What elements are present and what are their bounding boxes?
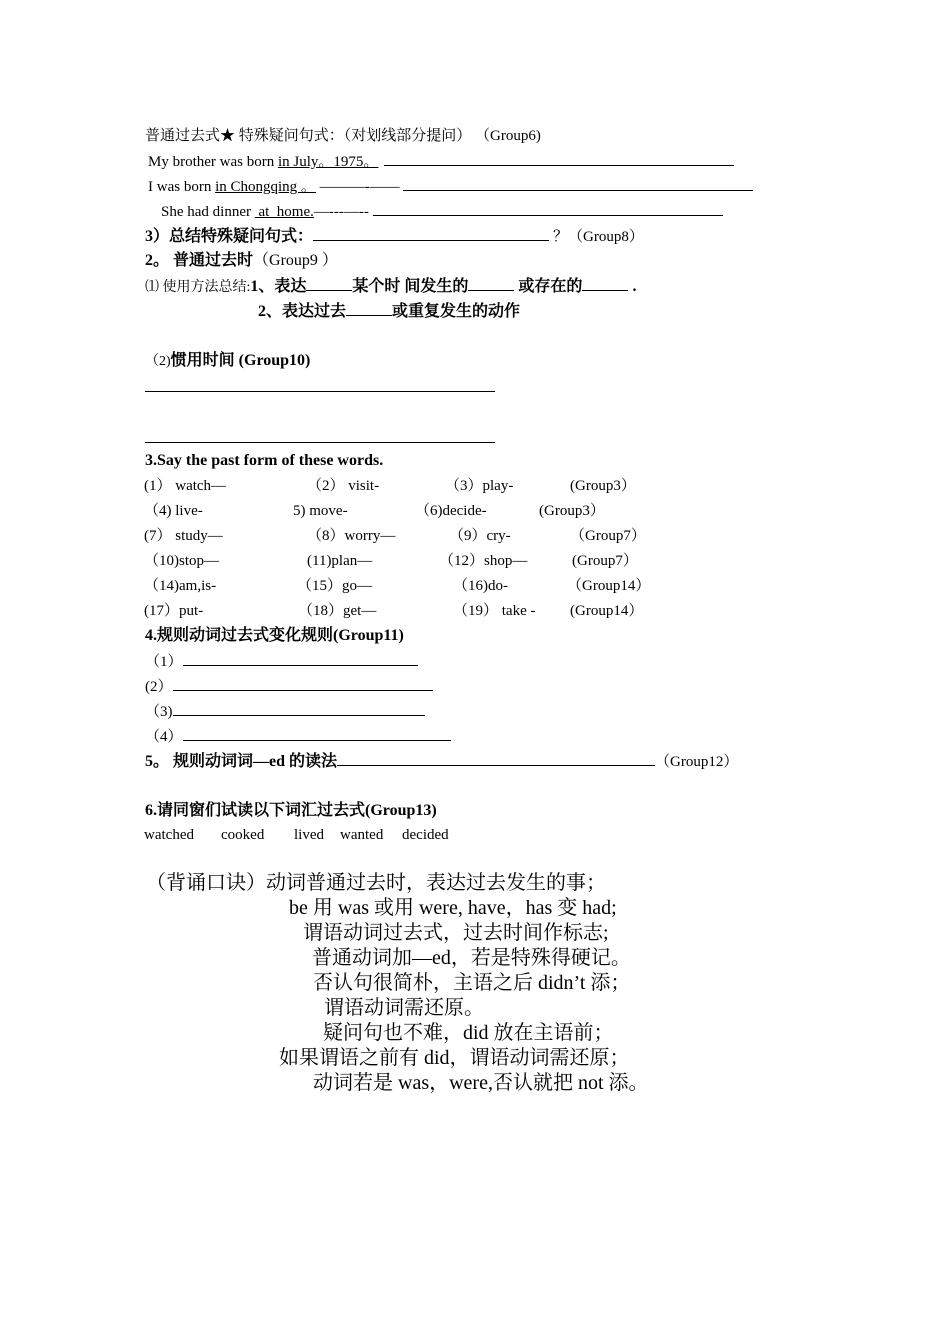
answer-blank[interactable] xyxy=(373,201,723,216)
section-5-line: 5。 规则动词词—ed 的读法 （Group12） xyxy=(145,753,739,770)
word-list-item: lived xyxy=(294,827,324,843)
sentence-line-2: I was born in Chongqing 。 ———-—— xyxy=(148,176,753,197)
section-heading-question-form: 普通过去式★ 特殊疑问句式：（对划线部分提问） （Group6) xyxy=(145,128,541,144)
word-list-item: wanted xyxy=(340,827,384,843)
group-label: (Group14） xyxy=(570,603,644,619)
word-item: （18）get— xyxy=(298,603,377,619)
word-item: （19） take - xyxy=(453,603,536,619)
rhyme-line: （背诵口诀）动词普通过去时，表达过去发生的事； xyxy=(146,872,606,894)
answer-blank[interactable] xyxy=(183,726,451,741)
word-item: （3）play- xyxy=(445,478,514,494)
answer-blank[interactable] xyxy=(337,751,655,766)
section-6-title: 6.请同窗们试读以下词汇过去式(Group13) xyxy=(145,802,437,819)
answer-blank[interactable] xyxy=(468,276,514,291)
answer-blank[interactable] xyxy=(306,276,352,291)
answer-blank[interactable] xyxy=(346,301,392,316)
word-item: （9）cry- xyxy=(449,528,511,544)
rhyme-line: 谓语动词过去式，过去时间作标志; xyxy=(303,922,609,944)
usage-line-2: 2、表达过去 或重复发生的动作 xyxy=(258,303,521,320)
word-item: (17）put- xyxy=(144,603,204,619)
sentence-text: She had dinner xyxy=(161,204,255,220)
word-item: （10)stop— xyxy=(144,553,220,569)
rhyme-line: 谓语动词需还原。 xyxy=(324,997,484,1019)
word-item: (7） study— xyxy=(144,528,223,544)
group-label: （Group7） xyxy=(570,528,646,544)
answer-blank[interactable] xyxy=(384,151,734,166)
sentence-line-1 xyxy=(148,151,734,172)
word-item: （2） visit- xyxy=(307,478,380,494)
word-list-item: decided xyxy=(402,827,449,843)
summary-question-form: 3）总结特殊疑问句式： ？（Group8） xyxy=(145,228,644,245)
answer-line[interactable] xyxy=(145,442,495,443)
word-item: (1） watch— xyxy=(144,478,227,494)
underlined-phrase: at home. xyxy=(254,204,314,220)
rule-item-1: （1） xyxy=(145,651,418,672)
group-label: （Group14） xyxy=(567,578,651,594)
word-item: (11)plan— xyxy=(307,553,373,569)
rhyme-line: 普通动词加—ed，若是特殊得硬记。 xyxy=(312,947,631,969)
word-item: （14)am,is- xyxy=(144,578,217,594)
section-3-title: 3.Say the past form of these words. xyxy=(145,452,384,469)
group-label: (Group3） xyxy=(570,478,636,494)
answer-blank[interactable] xyxy=(582,276,628,291)
word-item: （6)decide- xyxy=(415,503,487,519)
word-item: （8）worry— xyxy=(307,528,396,544)
sentence-line-3: She had dinner at home.—---—-- xyxy=(161,201,723,222)
answer-blank[interactable] xyxy=(173,701,425,716)
rhyme-line: 否认句很简朴，主语之后 didn’t 添； xyxy=(313,972,631,994)
word-item: （4) live- xyxy=(144,503,203,519)
sentence-text: I was born xyxy=(148,179,216,195)
answer-blank[interactable] xyxy=(403,176,753,191)
rhyme-line: 如果谓语之前有 did，谓语动词需还原； xyxy=(279,1047,630,1069)
rule-item-4: （4） xyxy=(145,726,451,747)
usage-line-1: ⑴ 使用方法总结:1、表达 某个时 间发生的 或存在的 . xyxy=(145,278,637,295)
rhyme-line: be 用 was 或用 were, have，has 变 had; xyxy=(289,897,617,919)
rule-item-2: (2） xyxy=(145,676,433,697)
word-list-item: cooked xyxy=(221,827,265,843)
word-item: （15）go— xyxy=(297,578,373,594)
habit-time-label: （2)惯用时间 (Group10) xyxy=(145,352,311,369)
word-item: 5) move- xyxy=(293,503,348,519)
group-label: (Group7） xyxy=(572,553,638,569)
rhyme-line: 动词若是 was，were,否认就把 not 添。 xyxy=(313,1072,649,1094)
section-4-title: 4.规则动词过去式变化规则(Group11) xyxy=(145,627,404,644)
answer-blank[interactable] xyxy=(173,676,433,691)
rule-item-3: （3) xyxy=(145,701,425,722)
section-2-title: 2。 普通过去时（Group9 ） xyxy=(145,252,338,269)
word-item: （16)do- xyxy=(453,578,508,594)
answer-blank[interactable] xyxy=(183,651,418,666)
word-item: （12）shop— xyxy=(439,553,528,569)
rhyme-line: 疑问句也不难，did 放在主语前； xyxy=(323,1022,614,1044)
underlined-phrase: in Chongqing 。 xyxy=(215,179,316,195)
answer-blank[interactable] xyxy=(313,226,549,241)
group-label: (Group3） xyxy=(539,503,605,519)
word-list-item: watched xyxy=(144,827,194,843)
sentence-text: My brother was born xyxy=(148,154,278,170)
answer-line[interactable] xyxy=(145,391,495,392)
underlined-phrase: in July。1975。 xyxy=(277,154,379,170)
